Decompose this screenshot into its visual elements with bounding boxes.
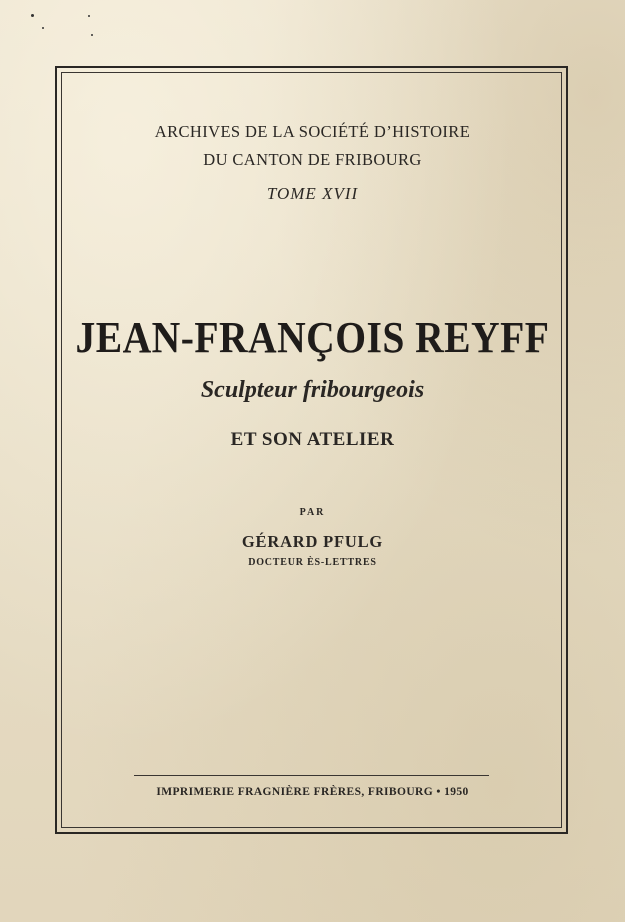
ink-speck [42,27,44,29]
volume-number: TOME XVII [266,184,359,203]
series-title-line-1: ARCHIVES DE LA SOCIÉTÉ D’HISTOIRE [154,122,471,141]
author-credential: DOCTEUR ÈS-LETTRES [248,557,377,568]
book-subtitle: Sculpteur fribourgeois [200,377,425,403]
by-label: PAR [299,507,326,518]
author-name: GÉRARD PFULG [241,532,384,551]
series-title-line-2: DU CANTON DE FRIBOURG [203,150,422,169]
publisher-imprint: IMPRIMERIE FRAGNIÈRE FRÈRES, FRIBOURG • 1950 [156,786,469,798]
ink-speck [31,14,34,17]
book-title-continuation: ET SON ATELIER [230,429,395,450]
ink-speck [91,34,93,36]
book-title: JEAN-FRANÇOIS REYFF [75,313,550,362]
ink-speck [88,15,90,17]
imprint-divider [134,775,489,776]
